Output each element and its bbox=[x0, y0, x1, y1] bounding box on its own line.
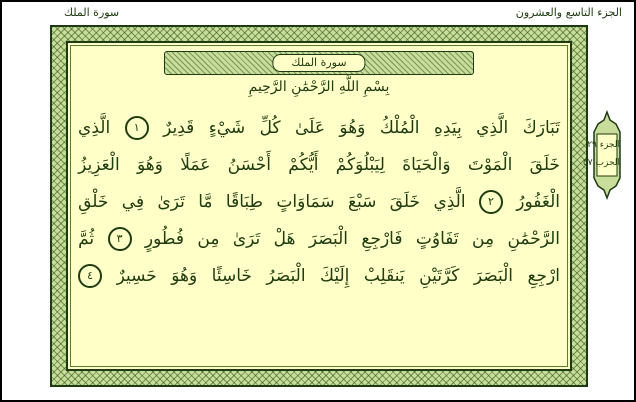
word: تَبَارَكَ bbox=[522, 117, 560, 138]
word: فُطُورٍ bbox=[144, 228, 184, 249]
surah-header-label: سورة الملك bbox=[64, 6, 120, 19]
badge-ornament-icon bbox=[582, 110, 624, 200]
ayah-number-marker: ٤ bbox=[78, 264, 102, 288]
word: الْمَوْتَ bbox=[467, 154, 513, 175]
word: الرَّحْمَٰنِ bbox=[507, 228, 560, 249]
ayah-number-marker: ١ bbox=[125, 116, 149, 140]
word: إِلَيْكَ bbox=[320, 265, 350, 286]
word: أَيُّكُمْ bbox=[288, 154, 319, 175]
juz-hizb-badge bbox=[582, 110, 624, 200]
word: خَاسِئًا bbox=[211, 265, 252, 286]
word: الْبَصَرَ bbox=[308, 228, 349, 249]
word: ثُمَّ bbox=[78, 228, 95, 249]
word: الَّذِي bbox=[433, 191, 466, 212]
page-frame bbox=[50, 25, 588, 387]
word: خَلَقَ bbox=[529, 154, 560, 175]
word: وَهُوَ bbox=[136, 154, 163, 175]
verse-line bbox=[78, 146, 560, 183]
verse-block bbox=[78, 109, 560, 294]
text-panel bbox=[66, 41, 572, 371]
word: قَدِيرٌ bbox=[163, 117, 195, 138]
word: الْبَصَرُ bbox=[266, 265, 306, 286]
verse-line bbox=[78, 183, 560, 220]
word: الْمُلْكُ bbox=[379, 117, 420, 138]
word: بِيَدِهِ bbox=[433, 117, 462, 138]
word: الْبَصَرَ bbox=[473, 265, 514, 286]
verse-line bbox=[78, 109, 560, 146]
hizb-number: الحزب ٥٧ bbox=[582, 158, 620, 168]
juz-header-label: الجزء التاسع والعشرون bbox=[515, 6, 622, 19]
word: طِبَاقًا bbox=[225, 191, 264, 212]
word: لِيَبْلُوَكُمْ bbox=[335, 154, 385, 175]
word: سَمَاوَاتٍ bbox=[276, 191, 335, 212]
ayah-number-marker: ٣ bbox=[108, 227, 132, 251]
word: وَالْحَيَاةَ bbox=[402, 154, 451, 175]
word: خَلْقِ bbox=[78, 191, 109, 212]
word: أَحْسَنُ bbox=[227, 154, 271, 175]
word: الَّذِي bbox=[78, 117, 111, 138]
word: وَهُوَ bbox=[339, 117, 366, 138]
word: هَلْ bbox=[273, 228, 296, 249]
verse-line bbox=[78, 220, 560, 257]
word: تَرَىٰ bbox=[157, 191, 185, 212]
surah-title: سورة الملك bbox=[272, 54, 365, 72]
word: مَّا bbox=[198, 191, 213, 212]
verse-line bbox=[78, 257, 560, 294]
word: الَّذِي bbox=[476, 117, 509, 138]
word: خَلَقَ bbox=[389, 191, 421, 212]
word: كَرَّتَيْنِ bbox=[419, 265, 460, 286]
word: مِن bbox=[472, 228, 495, 249]
word: ارْجِعِ bbox=[527, 265, 560, 286]
word: تَفَاوُتٍ bbox=[415, 228, 459, 249]
word: تَرَىٰ bbox=[232, 228, 261, 249]
basmala: بِسْمِ اللَّهِ الرَّحْمَٰنِ الرَّحِيمِ bbox=[248, 79, 390, 95]
surah-title-banner bbox=[164, 51, 474, 75]
word: شَيْءٍ bbox=[208, 117, 246, 138]
word: يَنقَلِبْ bbox=[363, 265, 405, 286]
word: حَسِيرٌ bbox=[116, 265, 157, 286]
word: فَارْجِعِ bbox=[361, 228, 403, 249]
juz-number: الجزء ٢٩ bbox=[587, 140, 620, 150]
ayah-number-marker: ٢ bbox=[479, 190, 503, 214]
word: كُلِّ bbox=[259, 117, 281, 138]
word: مِن bbox=[197, 228, 220, 249]
word: عَلَىٰ bbox=[295, 117, 325, 138]
word: وَهُوَ bbox=[171, 265, 198, 286]
word: فِي bbox=[121, 191, 145, 212]
word: الْغَفُورُ bbox=[516, 191, 560, 212]
word: سَبْعَ bbox=[347, 191, 377, 212]
word: عَمَلًا bbox=[180, 154, 211, 175]
word: الْعَزِيزُ bbox=[78, 154, 120, 175]
